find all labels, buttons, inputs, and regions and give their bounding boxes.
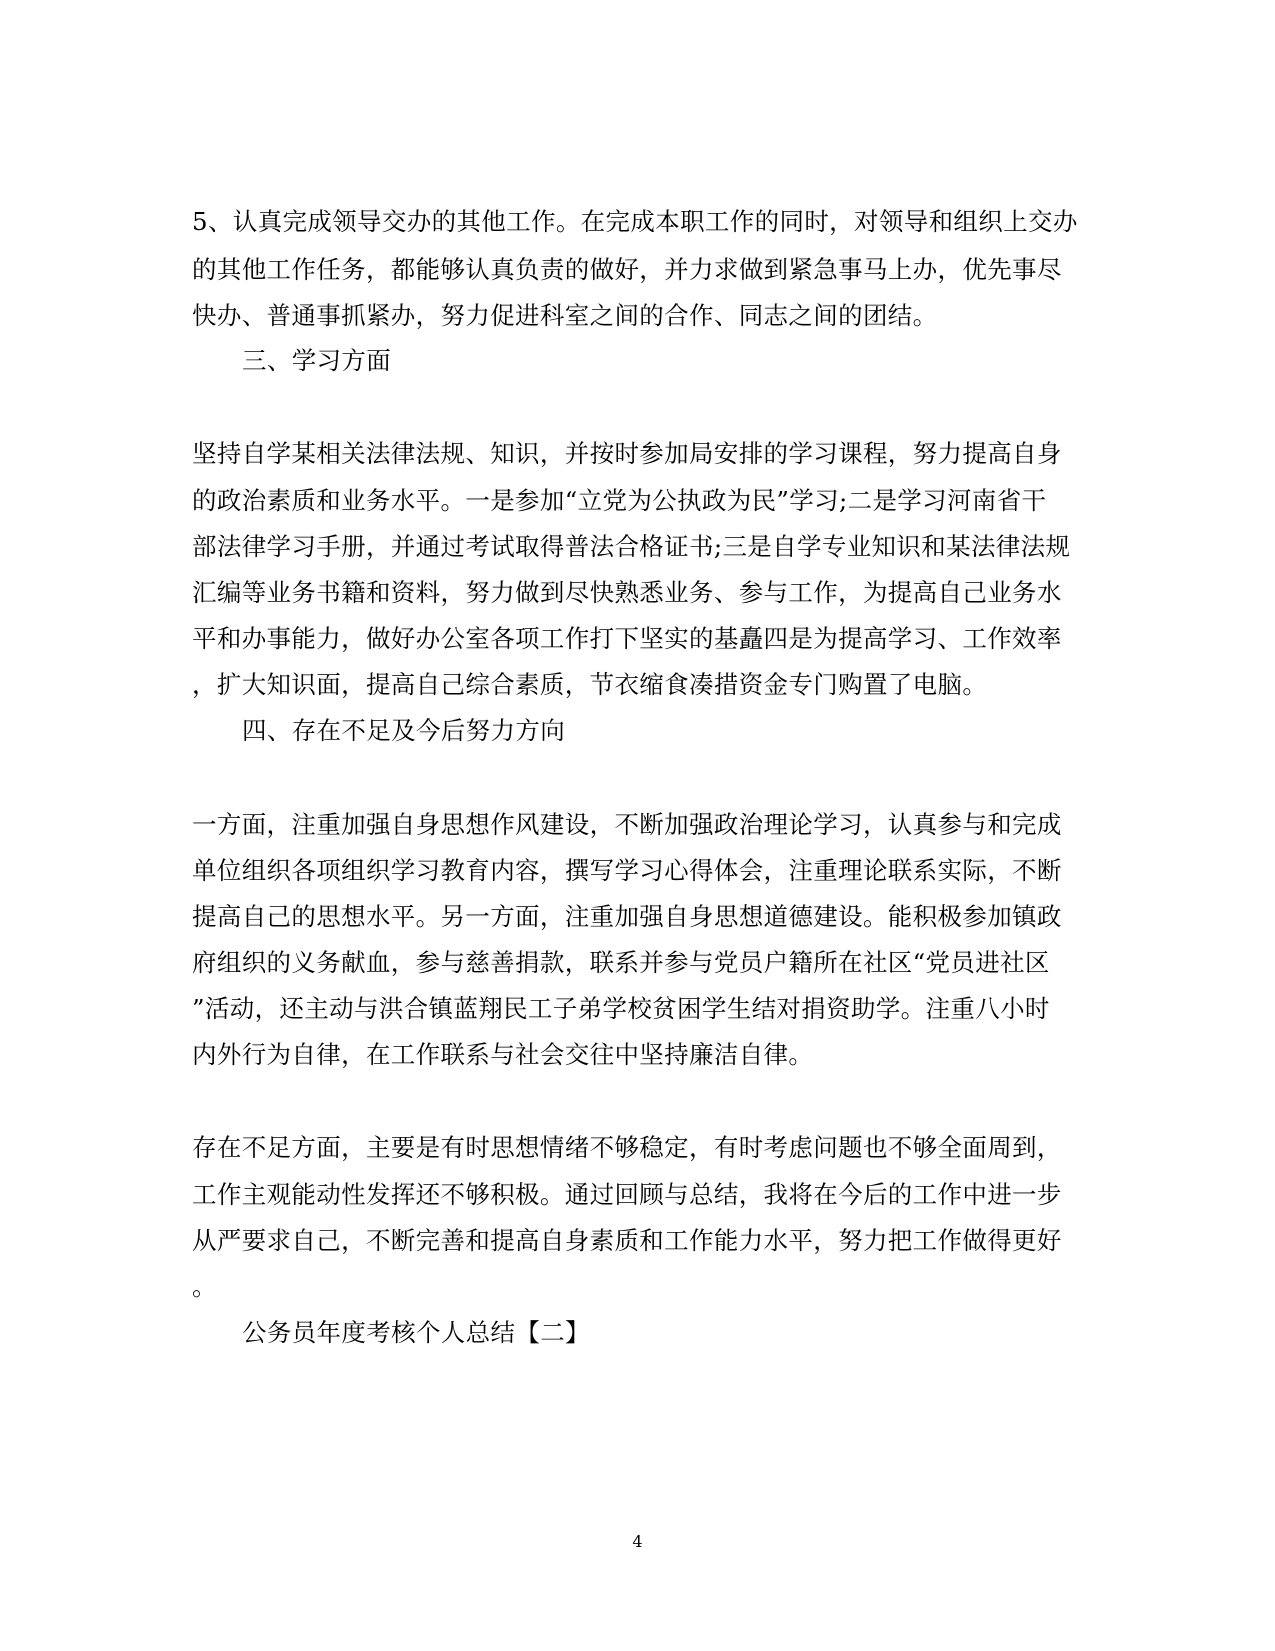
- heading-shortcomings: 四、存在不足及今后努力方向: [242, 716, 566, 745]
- one-side-line-3: 提高自己的思想水平。另一方面，注重加强自身思想道德建设。能积极参加镇政: [192, 902, 1062, 931]
- one-side-line-2: 单位组织各项组织学习教育内容，撰写学习心得体会，注重理论联系实际，不断: [192, 856, 1062, 885]
- paragraph-5-line-2: 的其他工作任务，都能够认真负责的做好，并力求做到紧急事马上办，优先事尽: [192, 255, 1062, 284]
- study-line-1: 坚持自学某相关法律法规、知识，并按时参加局安排的学习课程，努力提高自身: [192, 439, 1062, 468]
- deficiency-line-1: 存在不足方面，主要是有时思想情绪不够稳定，有时考虑问题也不够全面周到，: [192, 1133, 1062, 1162]
- one-side-line-6: 内外行为自律，在工作联系与社会交往中坚持廉洁自律。: [192, 1040, 814, 1069]
- deficiency-line-4: 。: [192, 1272, 217, 1301]
- heading-study: 三、学习方面: [242, 346, 392, 375]
- heading-part-2: 公务员年度考核个人总结【二】: [242, 1318, 590, 1347]
- one-side-line-1: 一方面，注重加强自身思想作风建设，不断加强政治理论学习，认真参与和完成: [192, 810, 1062, 839]
- one-side-line-4: 府组织的义务献血，参与慈善捐款，联系并参与党员户籍所在社区“党员进社区: [192, 948, 1050, 977]
- deficiency-line-3: 从严要求自己，不断完善和提高自身素质和工作能力水平，努力把工作做得更好: [192, 1226, 1062, 1255]
- paragraph-5-line-1: 5、认真完成领导交办的其他工作。在完成本职工作的同时，对领导和组织上交办: [192, 207, 1078, 236]
- page-number: 4: [632, 1532, 643, 1551]
- study-line-4: 汇编等业务书籍和资料，努力做到尽快熟悉业务、参与工作，为提高自己业务水: [192, 578, 1062, 607]
- paragraph-5-line-3: 快办、普通事抓紧办，努力促进科室之间的合作、同志之间的团结。: [192, 301, 938, 330]
- study-line-6: ，扩大知识面，提高自己综合素质，节衣缩食凑措资金专门购置了电脑。: [192, 670, 988, 699]
- one-side-line-5: ”活动，还主动与洪合镇蓝翔民工子弟学校贫困学生结对捐资助学。注重八小时: [192, 994, 1050, 1023]
- study-line-5: 平和办事能力，做好办公室各项工作打下坚实的基矗四是为提高学习、工作效率: [192, 624, 1062, 653]
- study-line-2: 的政治素质和业务水平。一是参加“立党为公执政为民”学习;二是学习河南省干: [192, 486, 1047, 515]
- study-line-3: 部法律学习手册，并通过考试取得普法合格证书;三是自学专业知识和某法律法规: [192, 532, 1071, 561]
- deficiency-line-2: 工作主观能动性发挥还不够积极。通过回顾与总结，我将在今后的工作中进一步: [192, 1180, 1062, 1209]
